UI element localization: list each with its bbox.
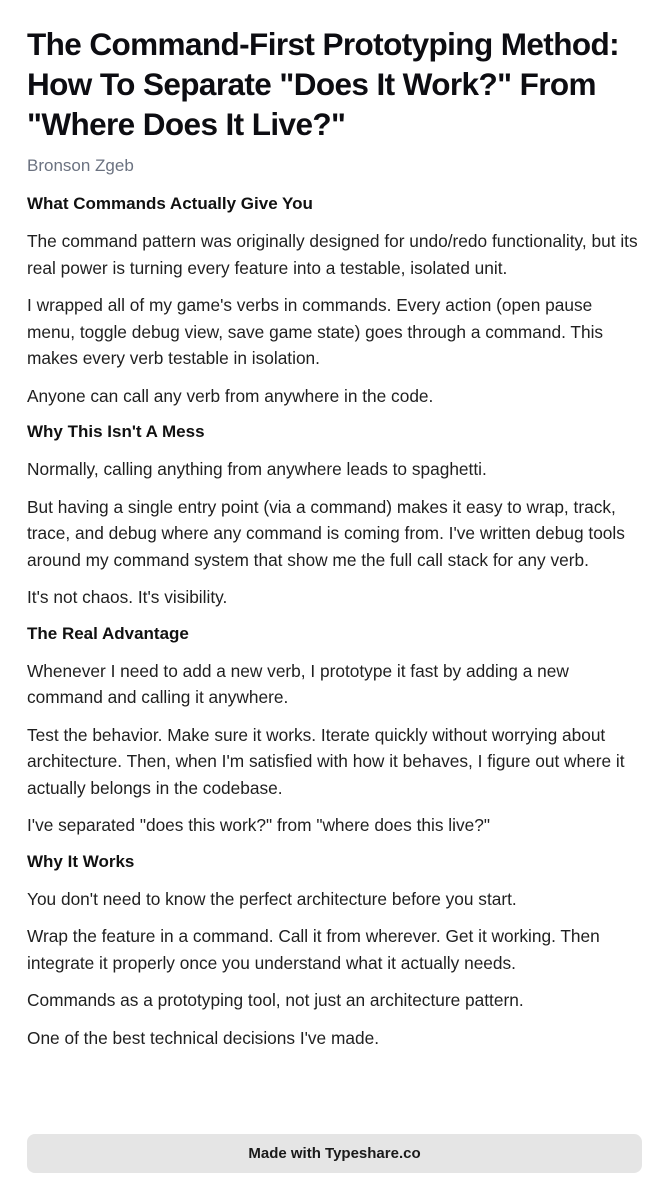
author-name: Bronson Zgeb xyxy=(27,156,134,175)
paragraph: Wrap the feature in a command. Call it from wherever. Get it working. Then integrate it properly once you understand what it actually needs. xyxy=(27,926,600,973)
section-heading: The Real Advantage xyxy=(27,623,189,643)
section xyxy=(27,192,642,409)
paragraph: Normally, calling anything from anywhere leads to spaghetti. xyxy=(27,459,487,479)
section xyxy=(27,622,642,839)
section xyxy=(27,420,642,611)
paragraph: I've separated "does this work?" from "where does this live?" xyxy=(27,815,490,835)
paragraph: But having a single entry point (via a command) makes it easy to wrap, track, trace, and debug where any command is coming from. I've written debug tools around my command system that show me the full call stack for any verb. xyxy=(27,496,625,570)
typeshare-footer-button[interactable]: Made with Typeshare.co xyxy=(27,1134,642,1173)
page-title: The Command-First Prototyping Method: How To Separate "Does It Work?" From "Where Does It Live?" xyxy=(27,26,620,142)
paragraph: You don't need to know the perfect architecture before you start. xyxy=(27,888,517,909)
paragraph: It's not chaos. It's visibility. xyxy=(27,587,228,607)
paragraph: Anyone can call any verb from anywhere in the code. xyxy=(27,385,434,406)
section-heading: Why It Works xyxy=(27,851,135,871)
section xyxy=(27,850,642,1052)
paragraph: I wrapped all of my game's verbs in commands. Every action (open pause menu, toggle debug view, save game state) goes through a command. This makes every verb testable in isolation. xyxy=(27,295,604,368)
paragraph: Whenever I need to add a new verb, I prototype it fast by adding a new command and calling it anywhere. xyxy=(27,660,569,707)
paragraph: Test the behavior. Make sure it works. Iterate quickly without worrying about architecture. Then, when I'm satisfied with how it behaves, I figure out where it actually belongs in the codebase. xyxy=(27,724,625,798)
section-heading: Why This Isn't A Mess xyxy=(27,422,205,441)
paragraph: One of the best technical decisions I've made. xyxy=(27,1027,380,1048)
paragraph: The command pattern was originally designed for undo/redo functionality, but its real power is turning every feature into a testable, isolated unit. xyxy=(27,231,638,278)
section-heading: What Commands Actually Give You xyxy=(27,194,313,213)
paragraph: Commands as a prototyping tool, not just an architecture pattern. xyxy=(27,990,524,1010)
